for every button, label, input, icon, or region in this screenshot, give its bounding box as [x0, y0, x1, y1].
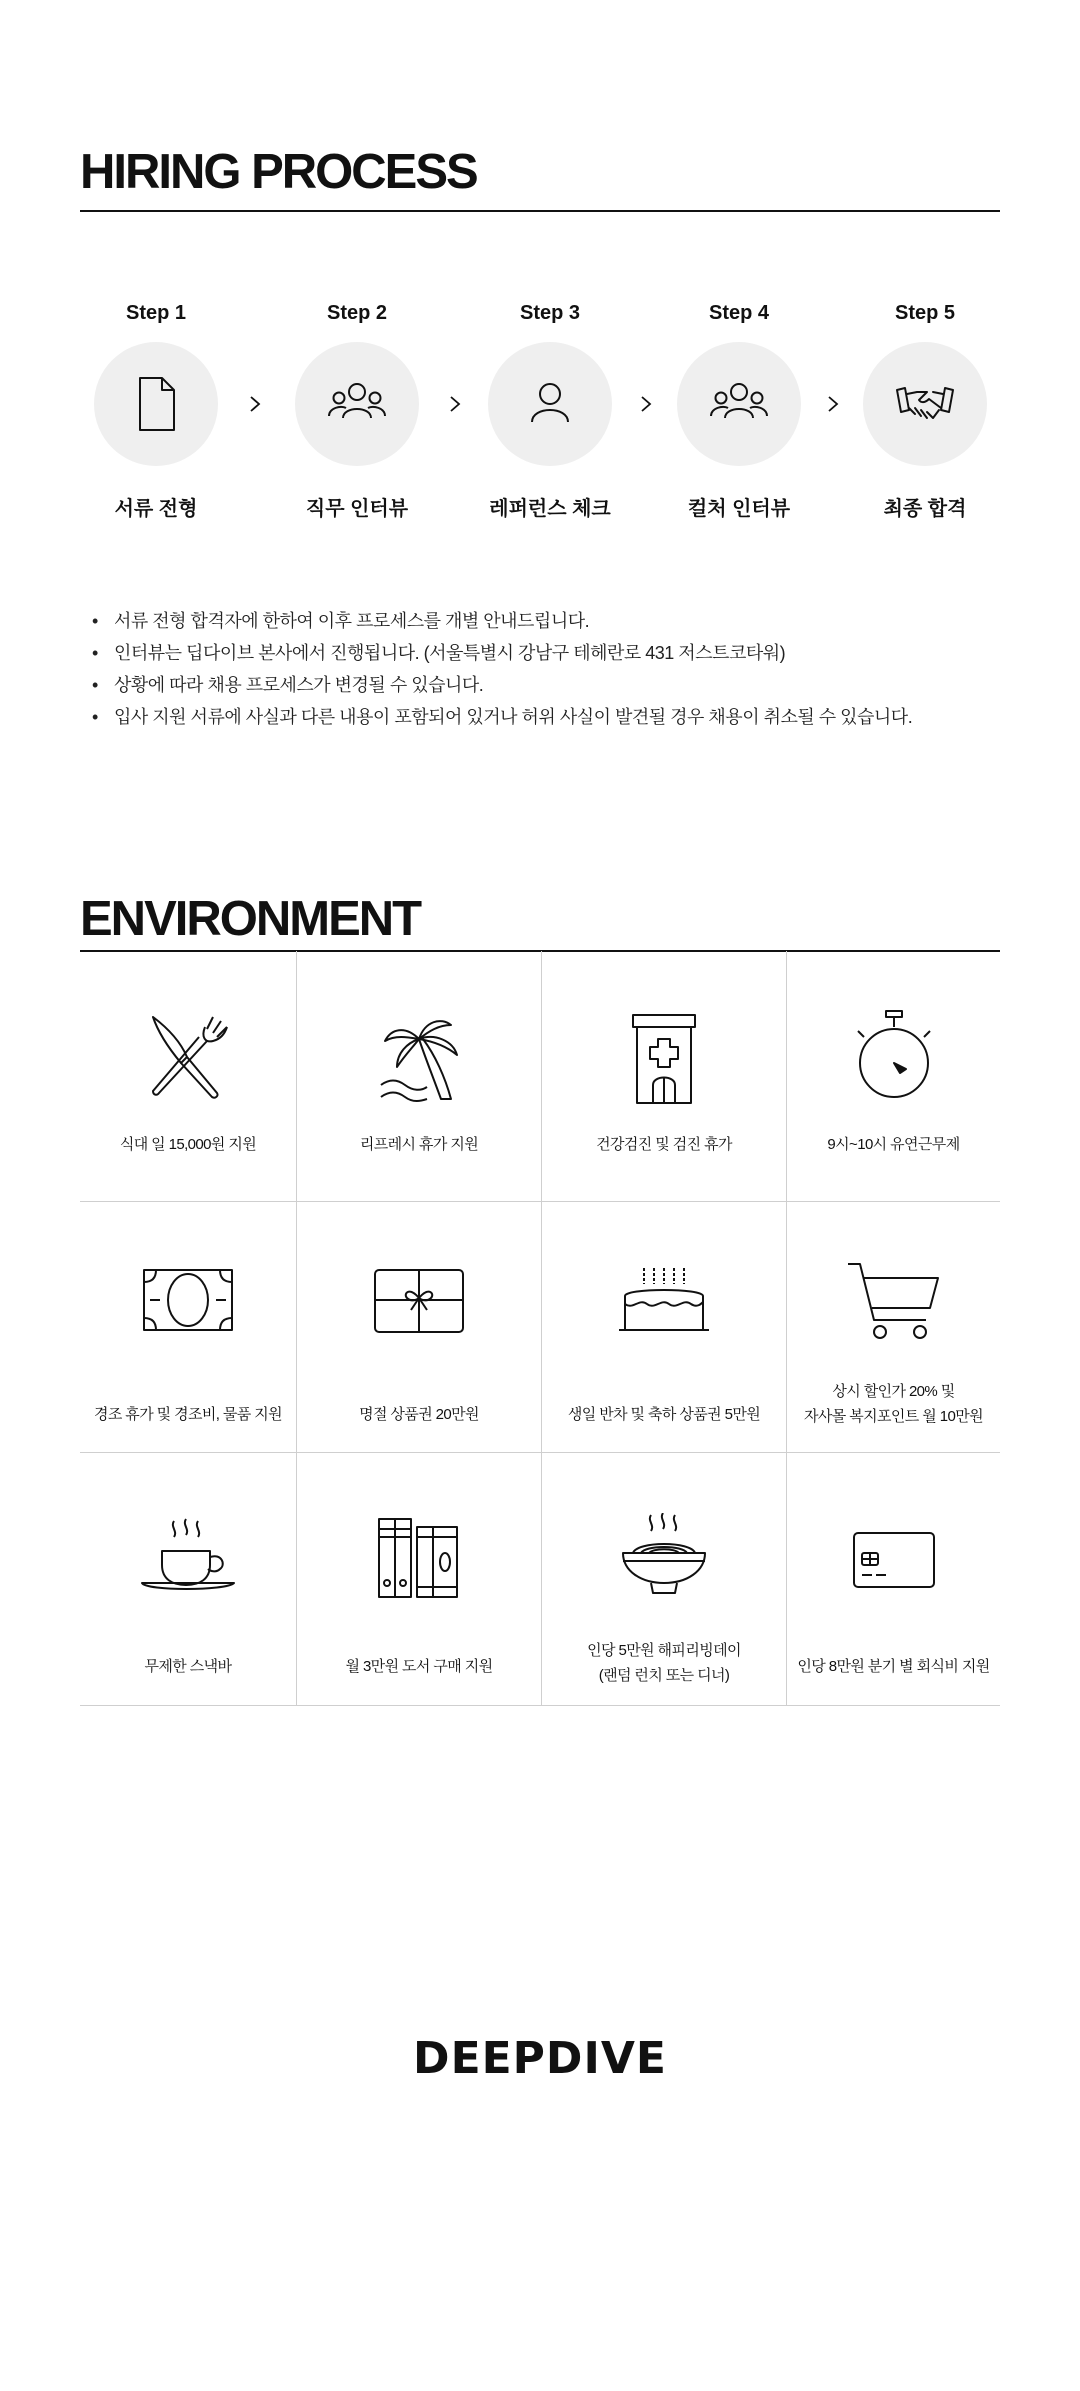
benefit-caption: 경조 휴가 및 경조비, 물품 지원: [93, 1406, 283, 1423]
environment-title: ENVIRONMENT: [80, 892, 421, 946]
step-label: Step 4: [708, 302, 770, 324]
step-label: Step 5: [894, 302, 956, 324]
benefit-caption-line2: 자사몰 복지포인트 월 10만원: [804, 1408, 983, 1425]
benefit-caption: 식대 일 15,000원 지원: [119, 1136, 257, 1153]
stopwatch-icon: [854, 1009, 934, 1101]
step-label: Step 3: [519, 302, 581, 324]
step-icon-circle: [488, 342, 612, 466]
group-icon: [707, 372, 771, 436]
step-name: 최종 합격: [883, 498, 967, 520]
step-2: [295, 300, 419, 520]
benefit-caption: 리프레시 휴가 지원: [359, 1136, 479, 1153]
hiring-divider: [80, 210, 1000, 212]
noodle-bowl-icon: [619, 1513, 709, 1595]
benefit-caption: 상시 할인가 20% 및: [832, 1383, 955, 1400]
hiring-process-title: HIRING PROCESS: [80, 145, 477, 199]
hiring-notes: [92, 605, 912, 733]
benefit-holiday-gift: [297, 1202, 542, 1452]
chevron-right-icon: [639, 392, 653, 416]
benefit-condolence: [80, 1202, 297, 1452]
step-name: 컬처 인터뷰: [687, 498, 791, 520]
credit-card-icon: [852, 1531, 936, 1589]
benefit-flexible-hours: [787, 951, 1000, 1201]
environment-grid: [80, 951, 1000, 1706]
step-5: [863, 300, 987, 520]
benefit-caption: 월 3만원 도서 구매 지원: [345, 1658, 493, 1675]
grid-row: [80, 1453, 1000, 1706]
books-icon: [377, 1517, 461, 1599]
grid-row: [80, 1202, 1000, 1453]
benefit-refresh-leave: [297, 951, 542, 1201]
benefit-meal: [80, 951, 297, 1201]
benefit-caption: 무제한 스낵바: [144, 1658, 232, 1675]
benefit-caption: 명절 상품권 20만원: [359, 1406, 479, 1423]
benefit-snack-bar: [80, 1453, 297, 1705]
step-name: 레퍼런스 체크: [489, 498, 611, 520]
document-icon: [124, 372, 188, 436]
benefit-team-dinner: [787, 1453, 1000, 1705]
group-icon: [325, 372, 389, 436]
note-item: • 서류 전형 합격자에 한하여 이후 프로세스를 개별 안내드립니다.: [92, 605, 912, 637]
money-icon: [142, 1268, 234, 1332]
benefit-birthday: [542, 1202, 787, 1452]
grid-row: [80, 951, 1000, 1202]
benefit-caption: 인당 5만원 해피리빙데이: [587, 1642, 741, 1659]
step-name: 서류 전형: [114, 498, 198, 520]
benefit-caption: 건강검진 및 검진 휴가: [596, 1136, 732, 1153]
step-icon-circle: [295, 342, 419, 466]
benefit-happy-living: [542, 1453, 787, 1705]
gift-card-icon: [373, 1268, 465, 1334]
benefit-shopping: [787, 1202, 1000, 1452]
chevron-right-icon: [248, 392, 262, 416]
cart-icon: [846, 1260, 942, 1342]
palm-tree-icon: [375, 1011, 463, 1103]
step-3: [488, 300, 612, 520]
coffee-cup-icon: [138, 1517, 238, 1597]
chevron-right-icon: [448, 392, 462, 416]
note-item: • 상황에 따라 채용 프로세스가 변경될 수 있습니다.: [92, 669, 912, 701]
step-icon-circle: [863, 342, 987, 466]
deepdive-logo: DEEPDIVE: [413, 2033, 667, 2084]
step-4: [677, 300, 801, 520]
step-name: 직무 인터뷰: [305, 498, 409, 520]
benefit-caption: 생일 반차 및 축하 상품권 5만원: [567, 1406, 761, 1423]
step-label: Step 2: [326, 302, 388, 324]
step-1: [94, 300, 218, 520]
fork-knife-icon: [145, 1011, 231, 1101]
benefit-caption: 인당 8만원 분기 별 회식비 지원: [797, 1658, 990, 1675]
benefit-caption-line2: (랜덤 런치 또는 디너): [598, 1667, 730, 1684]
hospital-icon: [629, 1011, 699, 1107]
step-icon-circle: [677, 342, 801, 466]
handshake-icon: [893, 372, 957, 436]
step-icon-circle: [94, 342, 218, 466]
chevron-right-icon: [826, 392, 840, 416]
cake-icon: [617, 1264, 711, 1334]
benefit-caption: 9시~10시 유연근무제: [827, 1136, 960, 1153]
step-label: Step 1: [125, 302, 187, 324]
note-item: • 입사 지원 서류에 사실과 다른 내용이 포함되어 있거나 허위 사실이 발견될 경우 채용이 취소될 수 있습니다.: [92, 701, 912, 733]
note-item: • 인터뷰는 딥다이브 본사에서 진행됩니다. (서울특별시 강남구 테헤란로 431 저스트코타워): [92, 637, 912, 669]
benefit-books: [297, 1453, 542, 1705]
person-icon: [518, 372, 582, 436]
benefit-health-checkup: [542, 951, 787, 1201]
